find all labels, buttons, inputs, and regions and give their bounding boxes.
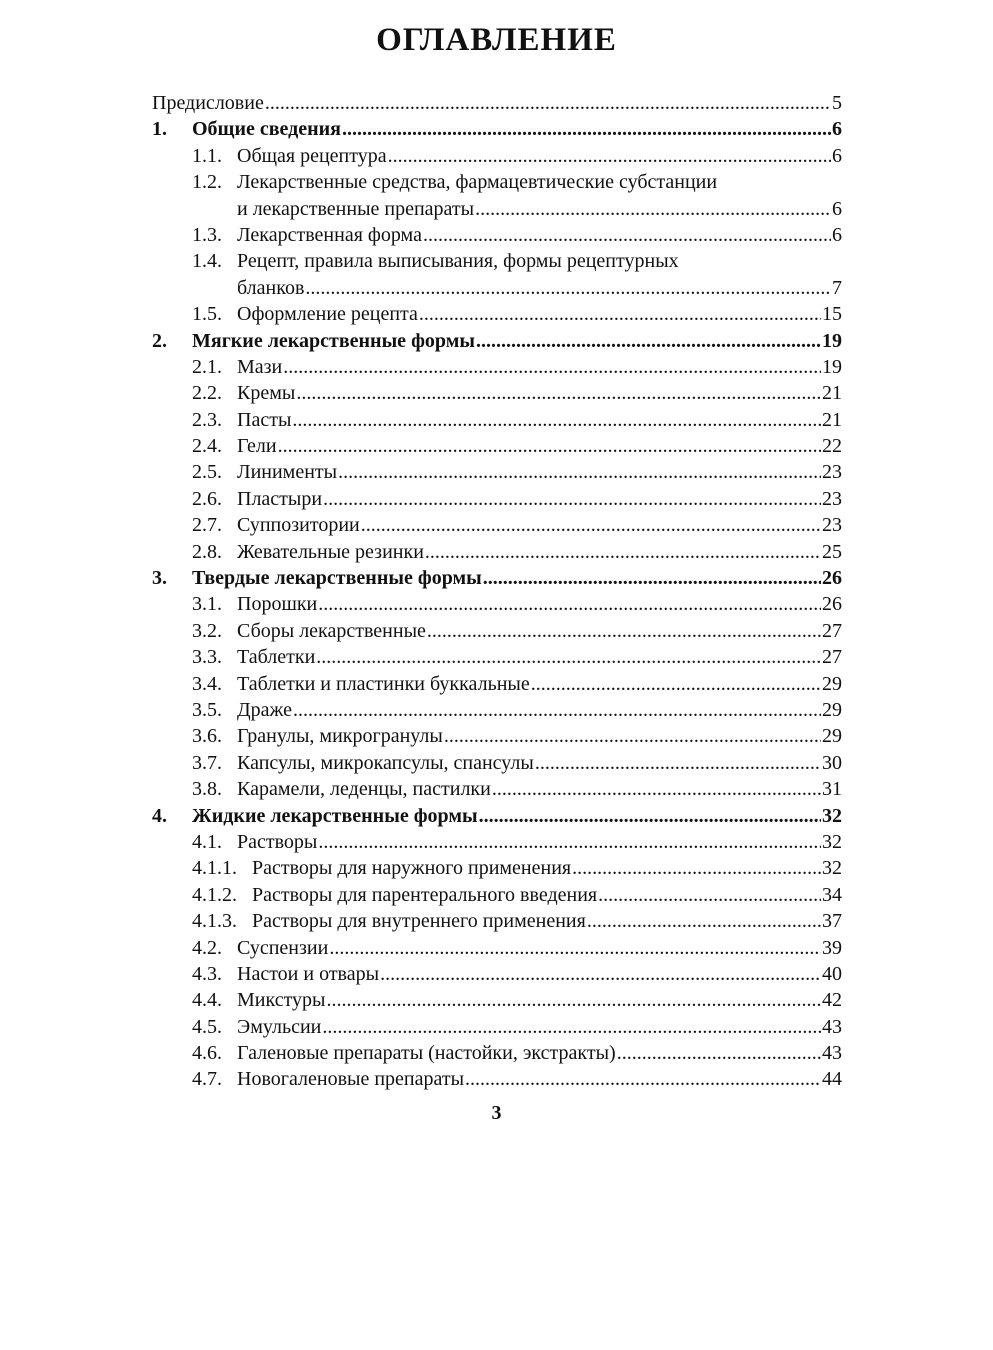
toc-entry-number: 4.6. (192, 1042, 222, 1065)
toc-entry-page: 29 (822, 672, 842, 695)
toc-entry (152, 618, 842, 644)
toc-dot-leader (531, 671, 821, 697)
toc-entry (152, 961, 842, 987)
toc-dot-leader (318, 829, 821, 855)
toc-dot-leader (427, 618, 821, 644)
toc-entry-line (237, 591, 842, 617)
toc-dot-leader (342, 116, 831, 142)
toc-entry (152, 855, 842, 881)
toc-entry-label: Гели (237, 435, 277, 458)
toc-entry-number: 4.7. (192, 1068, 222, 1091)
toc-entry-line (237, 169, 717, 195)
toc-entry-number: 1.3. (192, 223, 222, 246)
toc-dot-leader (388, 143, 831, 169)
toc-entry-number: 4.1.2. (192, 883, 237, 906)
toc-entry-number: 2.8. (192, 540, 222, 563)
toc-entry-line (237, 1040, 842, 1066)
toc-entry-label: Мази (237, 355, 283, 378)
toc-entry-page: 29 (822, 698, 842, 721)
toc-entry (152, 539, 842, 565)
toc-entry-page: 31 (822, 778, 842, 801)
toc-entry-line (237, 275, 842, 301)
toc-dot-leader (327, 987, 822, 1013)
toc-entry (152, 644, 842, 670)
toc-entry-page: 19 (822, 329, 842, 352)
toc-entry-number: 4. (152, 804, 167, 827)
toc-entry-number: 4.3. (192, 962, 222, 985)
toc-dot-leader (572, 855, 821, 881)
toc-entry-line (192, 328, 842, 354)
toc-entry-number: 1.5. (192, 303, 222, 326)
toc-entry-page: 6 (832, 144, 842, 167)
toc-entry-label: Микстуры (237, 989, 326, 1012)
toc-dot-leader (318, 591, 821, 617)
toc-entry-label: Суспензии (237, 936, 329, 959)
toc-entry-label: Таблетки (237, 646, 316, 669)
toc-entry-label: Линименты (237, 461, 338, 484)
toc-entry-number: 2.6. (192, 487, 222, 510)
toc-entry-label: Гранулы, микрогранулы (237, 725, 443, 748)
toc-entry-number: 3.7. (192, 751, 222, 774)
toc-entry-line (252, 882, 842, 908)
toc-entry-number: 2. (152, 329, 167, 352)
toc-entry-label: Общие сведения (192, 118, 341, 141)
toc-entry-label: Пластыри (237, 487, 323, 510)
toc-dot-leader (419, 301, 821, 327)
toc-entry-page: 34 (822, 883, 842, 906)
toc-entry-line (237, 459, 842, 485)
toc-entry-line (237, 301, 842, 327)
toc-entry-number: 3.2. (192, 619, 222, 642)
toc-entry-page: 23 (822, 487, 842, 510)
toc-entry-number: 3.1. (192, 593, 222, 616)
toc-entry-number: 2.1. (192, 355, 222, 378)
toc-entry-number: 3.4. (192, 672, 222, 695)
toc-entry-page: 27 (822, 619, 842, 642)
toc-entry-page: 37 (822, 910, 842, 933)
toc-entry-line (252, 908, 842, 934)
toc-entry-label: Оформление рецепта (237, 303, 418, 326)
toc-entry-line (237, 697, 842, 723)
toc-dot-leader (296, 380, 821, 406)
toc-entry (152, 169, 842, 195)
toc-entry-line (237, 671, 842, 697)
toc-entry-label: Растворы для парентерального введения (252, 883, 598, 906)
toc-entry-page: 6 (832, 118, 842, 141)
toc-entry-line (237, 433, 842, 459)
toc-entry (152, 354, 842, 380)
toc-entry-number: 2.7. (192, 514, 222, 537)
toc-dot-leader (465, 1066, 821, 1092)
toc-entry-label: Настои и отвары (237, 962, 380, 985)
toc-entry-label: Галеновые препараты (настойки, экстракты) (237, 1042, 616, 1065)
toc-entry-page: 21 (822, 408, 842, 431)
toc-entry (152, 459, 842, 485)
toc-entry-line (237, 380, 842, 406)
toc-entry-page: 23 (822, 514, 842, 537)
toc-entry-label: Драже (237, 698, 292, 721)
toc-entry-line (237, 750, 842, 776)
toc-entry-label-continued: бланков (237, 276, 305, 299)
toc-entry-number: 4.2. (192, 936, 222, 959)
toc-entry (152, 301, 842, 327)
toc-entry-label: Растворы для наружного применения (252, 857, 572, 880)
toc-entry-line (237, 776, 842, 802)
toc-entry (152, 222, 842, 248)
page-number: 3 (491, 1102, 502, 1124)
toc-entry-number: 1. (152, 118, 167, 141)
toc-entry (152, 750, 842, 776)
toc-entry-number: 3.5. (192, 698, 222, 721)
toc-dot-leader (479, 803, 821, 829)
toc-dot-leader (361, 512, 821, 538)
toc-entry-label: Мягкие лекарственные формы (192, 329, 475, 352)
toc-entry-page: 29 (822, 725, 842, 748)
toc-dot-leader (323, 486, 821, 512)
toc-dot-leader (292, 407, 821, 433)
toc-entry (152, 803, 842, 829)
toc-entry-number: 4.1.3. (192, 910, 237, 933)
toc-entry-continuation (152, 275, 842, 301)
toc-dot-leader (316, 644, 821, 670)
toc-entry-page: 25 (822, 540, 842, 563)
toc-entry-line (237, 723, 842, 749)
toc-entry-line (252, 855, 842, 881)
toc-entry-label: Сборы лекарственные (237, 619, 426, 642)
toc-entry (152, 908, 842, 934)
toc-entry-label: Капсулы, микрокапсулы, спансулы (237, 751, 534, 774)
toc-entry-label: Растворы для внутреннего применения (252, 910, 586, 933)
toc-entry (152, 1040, 842, 1066)
toc-entry-line (237, 618, 842, 644)
toc-entry-line (192, 116, 842, 142)
toc-entry (152, 829, 842, 855)
toc-dot-leader (278, 433, 821, 459)
toc-dot-leader (492, 776, 821, 802)
toc-entry (152, 486, 842, 512)
toc-entry-line (237, 829, 842, 855)
toc-entry-label: Таблетки и пластинки буккальные (237, 672, 530, 695)
toc-entry (152, 1066, 842, 1092)
toc-entry-number: 4.4. (192, 989, 222, 1012)
toc-entry-line (237, 935, 842, 961)
toc-entry-continuation (152, 196, 842, 222)
toc-entry (152, 935, 842, 961)
toc-entry-number: 2.4. (192, 435, 222, 458)
toc-dot-leader (535, 750, 821, 776)
toc-entry-page: 43 (822, 1015, 842, 1038)
toc-dot-leader (293, 697, 821, 723)
toc-entry (152, 591, 842, 617)
toc-entry-line (237, 987, 842, 1013)
toc-entry-number: 1.4. (192, 250, 222, 273)
toc-dot-leader (329, 935, 821, 961)
toc-entry-label: Карамели, леденцы, пастилки (237, 778, 491, 801)
toc-dot-leader (617, 1040, 821, 1066)
toc-entry-line (192, 565, 842, 591)
toc-entry-page: 30 (822, 751, 842, 774)
toc-entry-line (152, 90, 842, 116)
toc-entry-line (237, 354, 842, 380)
toc-entry (152, 116, 842, 142)
toc-entry-page: 39 (822, 936, 842, 959)
toc-entry-page: 6 (832, 223, 842, 246)
toc-entry (152, 987, 842, 1013)
toc-entry-page: 26 (822, 593, 842, 616)
toc-entry-page: 21 (822, 382, 842, 405)
toc-entry-label-continued: и лекарственные препараты (237, 197, 475, 220)
toc-entry-label: Эмульсии (237, 1015, 322, 1038)
toc-entry-number: 3.6. (192, 725, 222, 748)
toc-entry (152, 248, 842, 274)
toc-entry-line (192, 803, 842, 829)
toc-entry-label: Порошки (237, 593, 318, 616)
toc-dot-leader (322, 1014, 821, 1040)
toc-entry-label: Лекарственные средства, фармацевтические субстанции (237, 171, 718, 194)
toc-entry-label: Суппозитории (237, 514, 360, 537)
toc-entry-line (237, 486, 842, 512)
toc-entry (152, 407, 842, 433)
toc-entry-line (237, 539, 842, 565)
toc-dot-leader (476, 328, 821, 354)
toc-entry (152, 1014, 842, 1040)
toc-entry-page: 26 (822, 567, 842, 590)
toc-entry-number: 2.3. (192, 408, 222, 431)
toc-dot-leader (265, 90, 831, 116)
toc-entry-line (237, 248, 679, 274)
table-of-contents (152, 90, 842, 1093)
toc-entry-number: 1.2. (192, 171, 222, 194)
toc-entry (152, 882, 842, 908)
toc-entry-label: Пасты (237, 408, 292, 431)
toc-entry-label: Лекарственная форма (237, 223, 422, 246)
toc-entry-page: 7 (832, 276, 842, 299)
toc-entry-label: Предисловие (152, 92, 264, 114)
toc-entry-label: Жидкие лекарственные формы (192, 804, 478, 827)
toc-entry-line (237, 196, 842, 222)
toc-entry-label: Жевательные резинки (237, 540, 424, 563)
toc-entry-page: 19 (822, 355, 842, 378)
toc-entry-line (237, 961, 842, 987)
toc-entry-number: 3.3. (192, 646, 222, 669)
toc-dot-leader (475, 196, 831, 222)
toc-entry-page: 15 (822, 303, 842, 326)
toc-dot-leader (425, 539, 821, 565)
toc-entry-line (237, 644, 842, 670)
toc-entry (152, 565, 842, 591)
toc-entry-page: 32 (822, 830, 842, 853)
toc-entry-page: 32 (822, 857, 842, 880)
toc-entry-line (237, 512, 842, 538)
toc-entry-label: Новогаленовые препараты (237, 1068, 465, 1091)
toc-entry-number: 4.1. (192, 830, 222, 853)
toc-entry-page: 23 (822, 461, 842, 484)
toc-dot-leader (305, 275, 831, 301)
toc-entry (152, 512, 842, 538)
toc-entry-number: 4.1.1. (192, 857, 237, 880)
page-title: ОГЛАВЛЕНИЕ (376, 22, 617, 58)
toc-entry-page: 43 (822, 1042, 842, 1065)
toc-entry (152, 723, 842, 749)
toc-entry-page: 6 (832, 197, 842, 220)
toc-entry-page: 22 (822, 435, 842, 458)
toc-entry (152, 671, 842, 697)
toc-dot-leader (483, 565, 821, 591)
toc-dot-leader (444, 723, 821, 749)
toc-entry-label: Общая рецептура (237, 144, 387, 167)
toc-entry-line (237, 1066, 842, 1092)
toc-entry-page: 5 (832, 92, 842, 114)
toc-entry-page: 32 (822, 804, 842, 827)
toc-entry-line (237, 1014, 842, 1040)
toc-entry-page: 40 (822, 962, 842, 985)
toc-dot-leader (423, 222, 831, 248)
toc-dot-leader (338, 459, 821, 485)
toc-dot-leader (598, 882, 821, 908)
toc-entry-label: Кремы (237, 382, 296, 405)
toc-entry-line (237, 407, 842, 433)
toc-entry (152, 328, 842, 354)
toc-entry-number: 2.5. (192, 461, 222, 484)
toc-entry-number: 3.8. (192, 778, 222, 801)
toc-entry-label: Растворы (237, 830, 318, 853)
toc-entry-number: 4.5. (192, 1015, 222, 1038)
toc-entry-line (237, 143, 842, 169)
toc-entry-label: Твердые лекарственные формы (192, 567, 482, 590)
toc-entry-line (237, 222, 842, 248)
toc-entry (152, 776, 842, 802)
toc-entry (152, 433, 842, 459)
toc-entry (152, 380, 842, 406)
toc-entry-page: 27 (822, 646, 842, 669)
toc-dot-leader (283, 354, 821, 380)
toc-entry-number: 2.2. (192, 382, 222, 405)
toc-dot-leader (380, 961, 821, 987)
toc-entry (152, 697, 842, 723)
toc-entry (152, 90, 842, 116)
toc-entry (152, 143, 842, 169)
toc-entry-label: Рецепт, правила выписывания, формы рецептурных (237, 250, 679, 273)
toc-dot-leader (587, 908, 821, 934)
toc-entry-number: 1.1. (192, 144, 222, 167)
toc-entry-number: 3. (152, 567, 167, 590)
toc-entry-page: 42 (822, 989, 842, 1012)
toc-entry-page: 44 (822, 1068, 842, 1091)
